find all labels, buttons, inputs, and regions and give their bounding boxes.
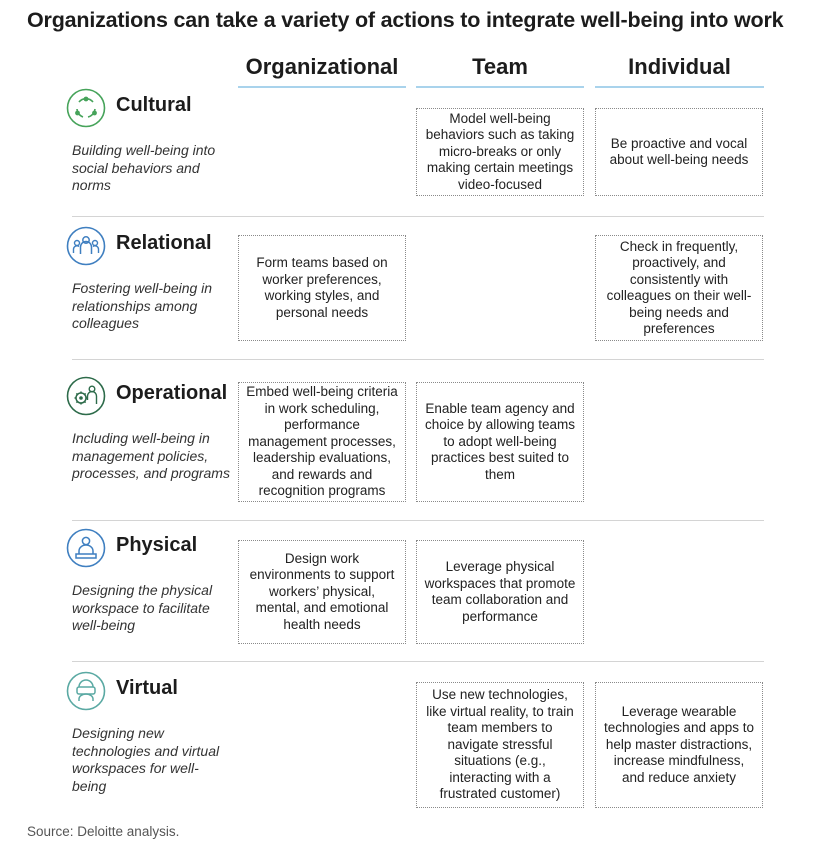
cell-physical-team: Leverage physical workspaces that promote team collaboration and performance bbox=[416, 540, 584, 644]
category-name: Physical bbox=[116, 534, 198, 556]
column-header-rule bbox=[595, 86, 764, 88]
category-name: Operational bbox=[116, 382, 228, 404]
column-header-rule bbox=[416, 86, 584, 88]
column-header-individual bbox=[595, 54, 764, 88]
cell-cultural-individual: Be proactive and vocal about well-being needs bbox=[595, 108, 763, 196]
column-header-label: Individual bbox=[628, 54, 731, 79]
row-divider bbox=[72, 661, 764, 662]
category-description: Building well-being into social behaviors and norms bbox=[72, 142, 216, 193]
cell-physical-organizational: Design work environments to support workers’ physical, mental, and emotional health needs bbox=[238, 540, 406, 644]
gears-person-icon bbox=[66, 376, 106, 416]
row-divider bbox=[72, 216, 764, 217]
vr-headset-icon bbox=[66, 671, 106, 711]
column-header-team bbox=[416, 54, 584, 88]
people-group-icon bbox=[66, 226, 106, 266]
category-description: Including well-being in management policies, processes, and programs bbox=[72, 430, 230, 481]
column-header-rule bbox=[238, 86, 406, 88]
category-name: Cultural bbox=[116, 94, 192, 116]
row-divider bbox=[72, 359, 764, 360]
cell-cultural-team: Model well-being behaviors such as taking micro-breaks or only making certain meetings video-focused bbox=[416, 108, 584, 196]
column-header-label: Organizational bbox=[245, 54, 399, 79]
category-description: Designing new technologies and virtual workspaces for well-being bbox=[72, 725, 220, 794]
row-divider bbox=[72, 520, 764, 521]
category-name: Relational bbox=[116, 232, 212, 254]
cell-virtual-team: Use new technologies, like virtual reality, to train team members to navigate stressful situations (e.g., interacting with a frustrated customer) bbox=[416, 682, 584, 808]
column-header-label: Team bbox=[472, 54, 528, 79]
cell-operational-team: Enable team agency and choice by allowing teams to adopt well-being practices best suited to them bbox=[416, 382, 584, 502]
category-description: Designing the physical workspace to facilitate well-being bbox=[72, 582, 213, 633]
cell-relational-organizational: Form teams based on worker preferences, working styles, and personal needs bbox=[238, 235, 406, 341]
cell-virtual-individual: Leverage wearable technologies and apps to help master distractions, increase mindfulness, and reduce anxiety bbox=[595, 682, 763, 808]
column-header-organizational bbox=[238, 54, 406, 88]
cycle-arrows-icon bbox=[66, 88, 106, 128]
source-note: Source: Deloitte analysis. bbox=[27, 824, 180, 839]
cell-operational-organizational: Embed well-being criteria in work scheduling, performance management processes, leadership evaluations, and rewards and recognition programs bbox=[238, 382, 406, 502]
page-title: Organizations can take a variety of actions to integrate well-being into work bbox=[27, 8, 784, 32]
cell-relational-individual: Check in frequently, proactively, and consistently with colleagues on their well-being needs and preferences bbox=[595, 235, 763, 341]
person-at-desk-icon bbox=[66, 528, 106, 568]
category-description: Fostering well-being in relationships among colleagues bbox=[72, 280, 213, 331]
category-name: Virtual bbox=[116, 677, 178, 699]
